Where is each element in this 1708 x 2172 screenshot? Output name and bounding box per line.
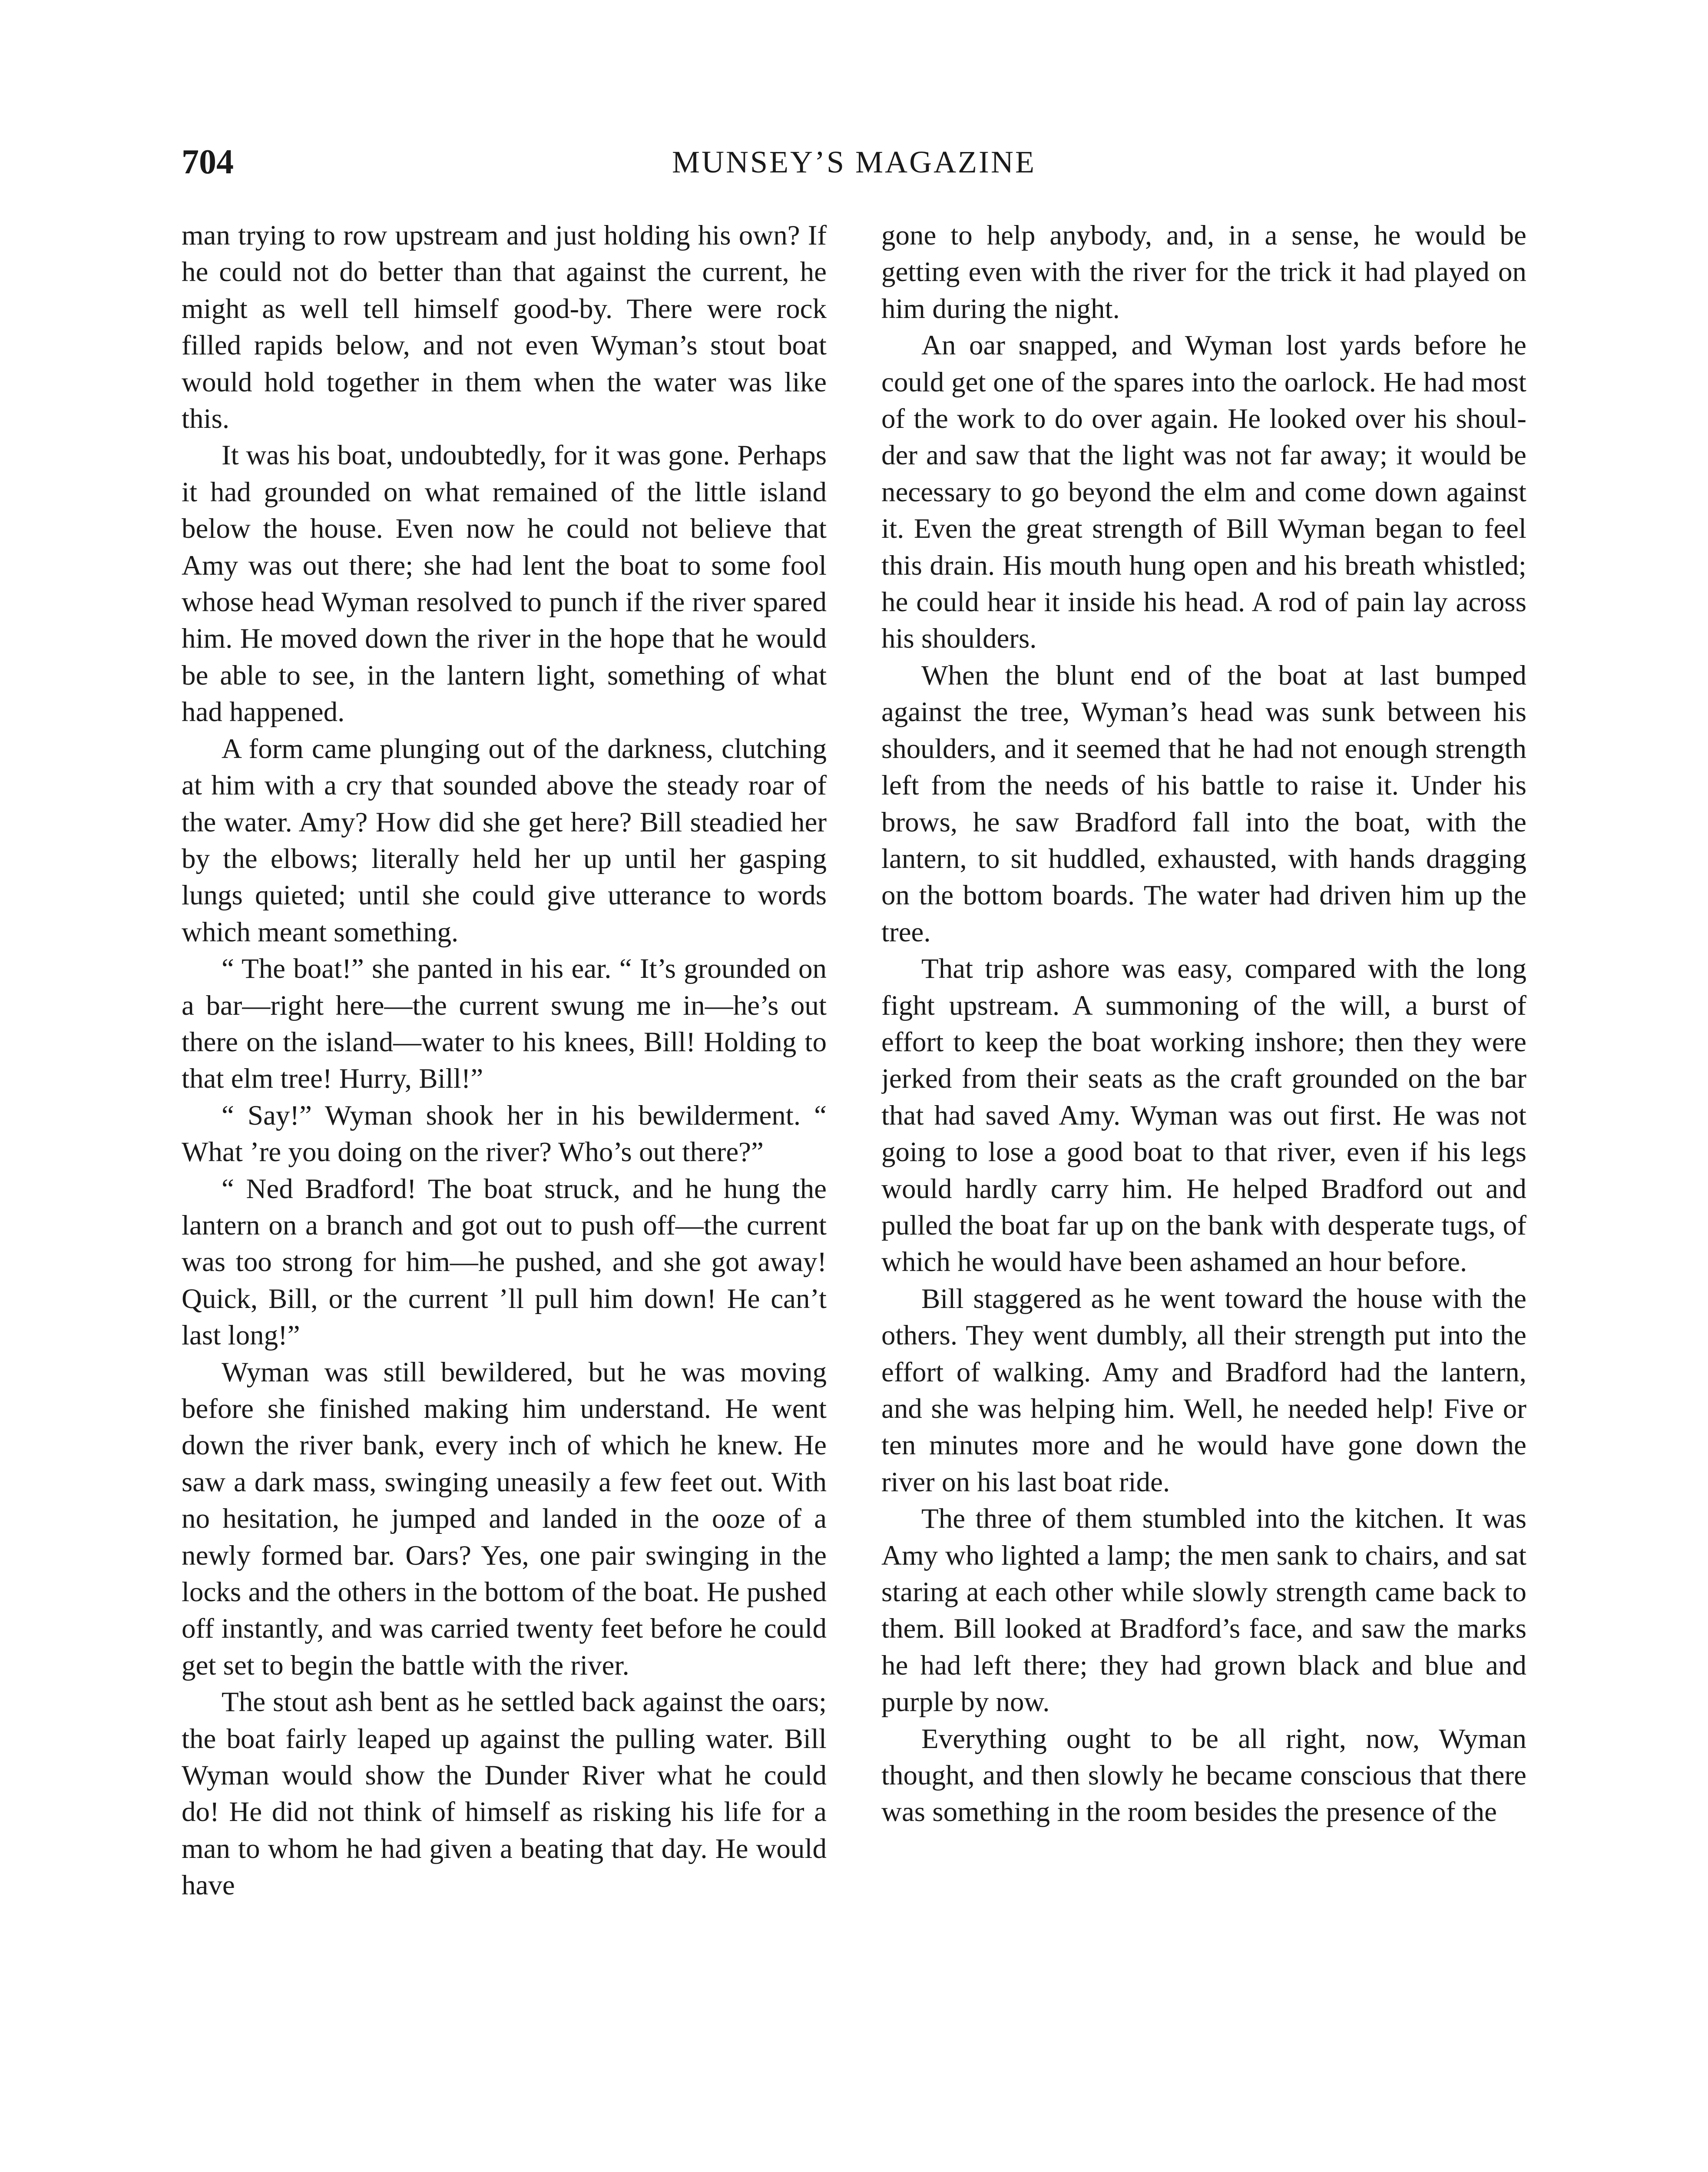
running-header [182,138,1526,186]
right-column [881,217,1526,2172]
magazine-title: MUNSEY’S MAGAZINE [672,145,1036,179]
paragraph: gone to help anybody, and, in a sense, he would be getting even with the river for the trick it had played on him during the night. [881,220,1526,324]
paragraph: man trying to row upstream and just holding his own? If he could not do better than that against the current, he might as well tell himself good-by. There were rock filled rapids below, and not even Wyman’s stout boat would hold together in them when the water was like this. [182,220,827,435]
paragraph: That trip ashore was easy, compared with the long fight upstream. A summoning of the will, a burst of effort to keep the boat working inshore; then they were jerked from their seats as the craft grounded on the bar that had saved Amy. Wyman was out first. He was not going to lose a good boat to that river, even if his legs would hardly carry him. He helped Bradford out and pulled the boat far up on the bank with desperate tugs, of which he would have been ashamed an hour before. [881,953,1526,1278]
paragraph: Everything ought to be all right, now, Wyman thought, and then slowly he became conscious that there was something in the room besides the presence of the [881,1723,1526,1828]
paragraph: A form came plunging out of the darkness, clutching at him with a cry that sounded above the steady roar of the water. Amy? How did she get here? Bill steadied her by the elbows; literally held her up until her gasping lungs quieted; until she could give utterance to words which meant something. [182,733,827,948]
paragraph: Bill staggered as he went toward the house with the others. They went dumbly, all their strength put into the effort of walking. Amy and Bradford had the lantern, and she was helping him. Well, he needed help! Five or ten minutes more and he would have gone down the river on his last boat ride. [881,1283,1526,1498]
paragraph: The stout ash bent as he settled back against the oars; the boat fairly leaped up against the pulling water. Bill Wyman would show the Dunder River what he could do! He did not think of himself as risking his life for a man to whom he had given a beating that day. He would have [182,1686,827,1901]
paragraph: When the blunt end of the boat at last bumped against the tree, Wyman’s head was sunk between his shoulders, and it seemed that he had not enough strength left from the needs of his battle to raise it. Under his brows, he saw Bradford fall into the boat, with the lantern, to sit huddled, exhausted, with hands dragging on the bottom boards. The water had driven him up the tree. [881,659,1526,948]
left-column [182,217,827,2172]
paragraph: It was his boat, undoubtedly, for it was gone. Perhaps it had grounded on what remained of the little island below the house. Even now he could not believe that Amy was out there; she had lent the boat to some fool whose head Wyman resolved to punch if the river spared him. He moved down the river in the hope that he would be able to see, in the lantern light, something of what had happened. [182,440,827,728]
paragraph: Wyman was still bewildered, but he was moving before she finished making him understand. He went down the river bank, every inch of which he knew. He saw a dark mass, swinging uneasily a few feet out. With no hesitation, he jumped and landed in the ooze of a newly formed bar. Oars? Yes, one pair swinging in the locks and the others in the bottom of the boat. He pushed off instantly, and was carried twenty feet before he could get set to begin the battle with the river. [182,1356,827,1681]
article-body [182,217,1526,2172]
page-number: 704 [182,143,234,181]
paragraph: “ The boat!” she panted in his ear. “ It’s grounded on a bar—right here—the current swung me in—he’s out there on the island—water to his knees, Bill! Holding to that elm tree! Hurry, Bill!” [182,953,827,1095]
paragraph: An oar snapped, and Wyman lost yards before he could get one of the spares into the oarlock. He had most of the work to do over again. He looked over his shoulder and saw that the light was not far away; it would be necessary to go beyond the elm and come down against it. Even the great strength of Bill Wyman began to feel this drain. His mouth hung open and his breath whistled; he could hear it inside his head. A rod of pain lay across his shoulders. [881,330,1526,655]
paragraph: The three of them stumbled into the kitchen. It was Amy who lighted a lamp; the men sank to chairs, and sat staring at each other while slowly strength came back to them. Bill looked at Bradford’s face, and saw the marks he had left there; they had grown black and blue and purple by now. [881,1503,1526,1718]
paragraph: “ Ned Bradford! The boat struck, and he hung the lantern on a branch and got out to push off—the current was too strong for him—he pushed, and she got away! Quick, Bill, or the current ’ll pull him down! He can’t last long!” [182,1173,827,1351]
paragraph: “ Say!” Wyman shook her in his bewilderment. “ What ’re you doing on the river? Who’s out there?” [182,1099,827,1168]
